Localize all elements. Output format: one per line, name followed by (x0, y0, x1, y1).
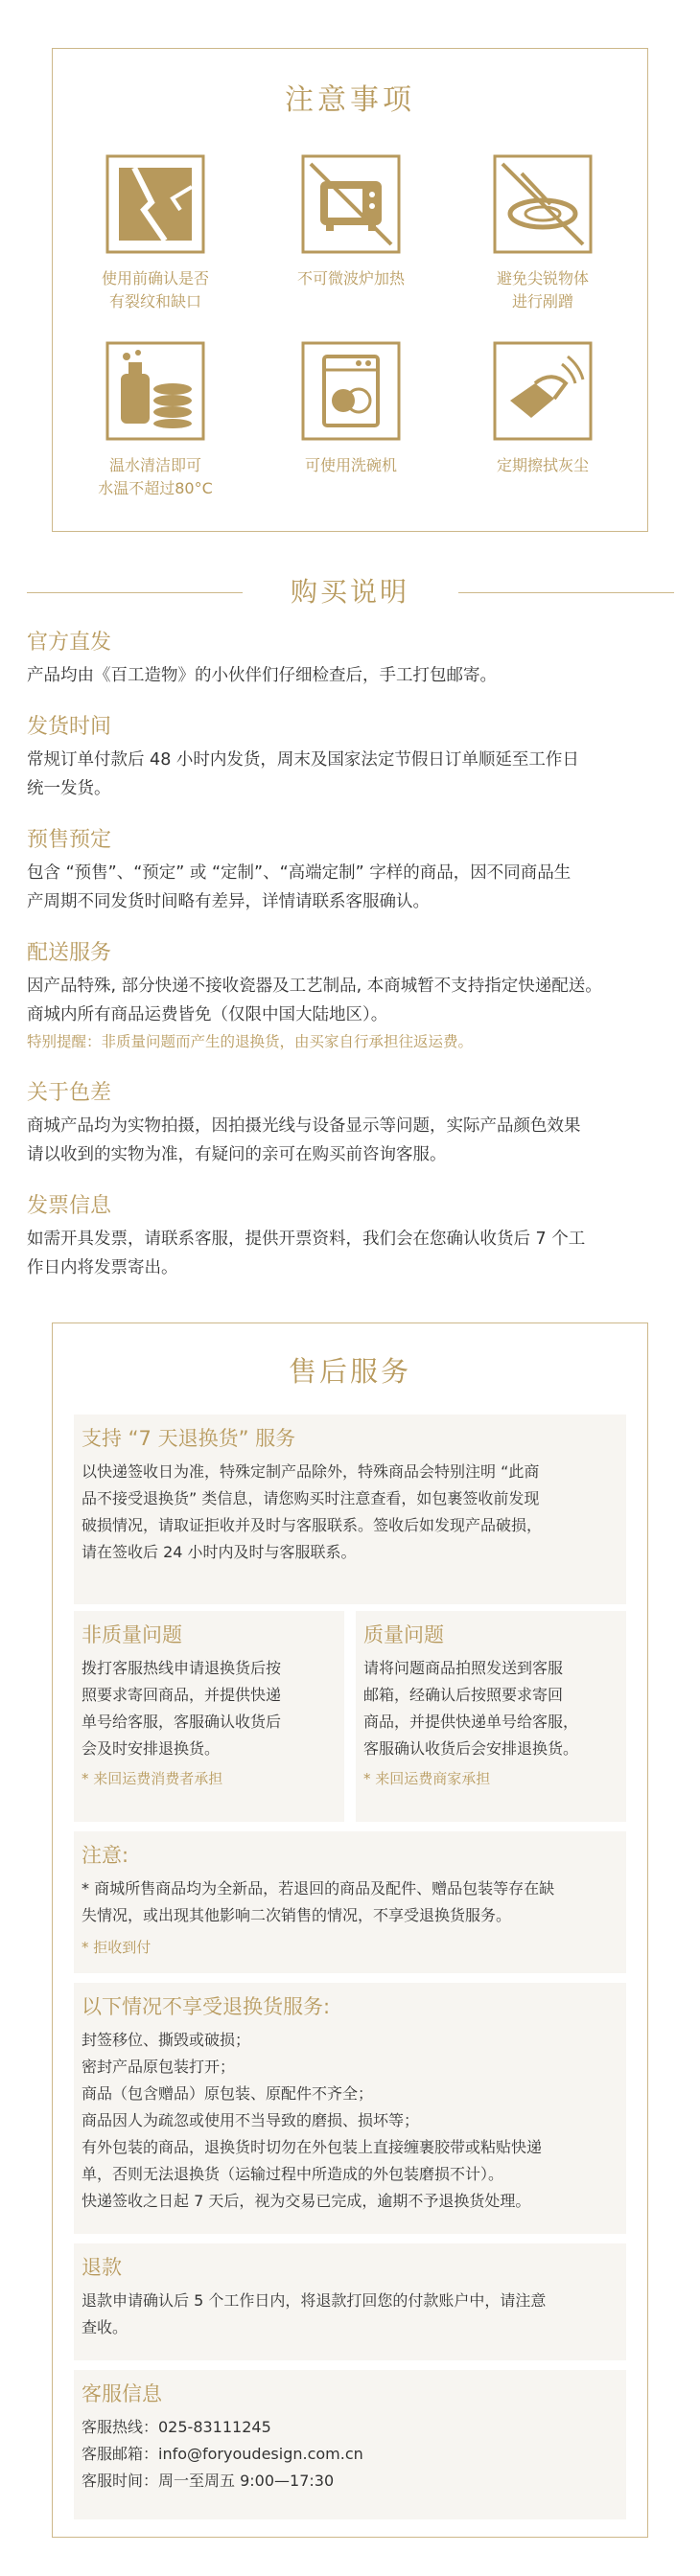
section-heading: 关于色差 (27, 1081, 112, 1105)
contact-email[interactable]: 客服邮箱：info@foryoudesign.com.cn (82, 2445, 363, 2463)
notice-caption: 使用前确认是否 (101, 269, 209, 288)
notice-item-microwave (260, 154, 442, 290)
refund-card (74, 2243, 626, 2360)
section-text: 因产品特殊, 部分快递不接收瓷器及工艺制品, 本商城暂不支持指定快递配送。 商城内所有商品运费皆免（仅限中国大陆地区）。 (27, 977, 602, 1024)
notice-item-wipe (452, 341, 634, 477)
after-sales-box (52, 1322, 648, 2538)
quality-heading: 质量问题 (363, 1623, 444, 1646)
attention-card (74, 1831, 626, 1973)
notice-caption: 不可微波炉加热 (296, 269, 405, 288)
quality-card (356, 1611, 626, 1822)
contact-card (74, 2370, 626, 2519)
contact-hotline[interactable]: 客服热线：025-83111245 (82, 2418, 271, 2436)
no-sharp-scratch-icon (493, 154, 593, 254)
notice-caption: 进行剐蹭 (511, 292, 573, 310)
non-quality-card (74, 1611, 344, 1822)
notice-caption: 定期擦拭灰尘 (496, 456, 589, 474)
purchase-header (0, 573, 700, 611)
excluded-card (74, 1983, 626, 2234)
notice-caption: 温水清洁即可 (108, 456, 201, 474)
shipping-warning: 特别提醒：非质量问题而产生的退换货，由买家自行承担往返运费。 (27, 1033, 474, 1050)
notice-item-dishwasher (260, 341, 442, 477)
attention-note: * 拒收到付 (82, 1939, 152, 1956)
notice-caption: 避免尖锐物体 (496, 269, 589, 288)
notice-item-cracked (64, 154, 246, 313)
section-text: 产品均由《百工造物》的小伙伴们仔细检查后，手工打包邮寄。 (27, 666, 497, 685)
dishwasher-safe-icon (301, 341, 401, 441)
no-microwave-icon (301, 154, 401, 254)
section-text: 包含 “预售”、“预定” 或 “定制”、“高端定制” 字样的商品，因不同商品生 产周期不同发货时间略有差异，详情请联系客服确认。 (27, 863, 572, 911)
notice-title: 注意事项 (285, 83, 415, 117)
seven-day-card (74, 1414, 626, 1604)
section-text: 常规订单付款后 48 小时内发货，周末及国家法定节假日订单顺延至工作日 统一发货。 (27, 750, 579, 798)
refund-text: 退款申请确认后 5 个工作日内，将退款打回您的付款账户中，请注意 查收。 (82, 2291, 547, 2336)
seven-day-heading: 支持 “7 天退换货” 服务 (82, 1427, 296, 1450)
notice-item-sharp (452, 154, 634, 313)
seven-day-text: 以快递签收日为准，特殊定制产品除外，特殊商品会特别注明 “此商 品不接受退换货” 类信息，请您购买时注意查看，如包裹签收前发现 破损情况，请取证拒收并及时与客服联系。签收后如发现产品破损， 请在签收后 24 小时内及时与客服联系。 (82, 1462, 543, 1561)
notice-caption: 可使用洗碗机 (304, 456, 397, 474)
section-heading: 官方直发 (27, 631, 112, 655)
non-quality-text: 拨打客服热线申请退换货后按 照要求寄回商品，并提供快递 单号给客服，客服确认收货后 会及时安排退换货。 (82, 1659, 282, 1758)
excluded-text: 封签移位、撕毁或破损； 密封产品原包装打开； 商品（包含赠品）原包装、原配件不齐全； 商品因人为疏忽或使用不当导致的磨损、损坏等； 有外包装的商品，退换货时切勿在外包装上直接缠裹胶带或粘贴快递 单，否则无法退换货（运输过程中所造成的外包装磨损不计）。 快递签收之日起 7 天后，视为交易已完成，逾期不予退换货处理。 (82, 2031, 543, 2210)
notice-caption: 水温不超过80°C (98, 479, 213, 497)
refund-heading: 退款 (82, 2256, 122, 2279)
cracked-cup-icon (105, 154, 205, 254)
section-heading: 配送服务 (27, 941, 112, 965)
quality-text: 请将问题商品拍照发送到客服 邮箱，经确认后按照要求寄回 商品，并提供快递单号给客服， 客服确认收货后会安排退换货。 (363, 1659, 579, 1758)
attention-text: * 商城所售商品均为全新品，若退回的商品及配件、赠品包装等存在缺 失情况，或出现其他影响二次销售的情况，不享受退换货服务。 (82, 1879, 555, 1924)
warm-water-wash-icon (105, 341, 205, 441)
contact-heading: 客服信息 (82, 2382, 162, 2405)
section-text: 商城产品均为实物拍摄，因拍摄光线与设备显示等问题，实际产品颜色效果 请以收到的实物为准，有疑问的亲可在购买前咨询客服。 (27, 1116, 581, 1164)
non-quality-note: * 来回运费消费者承担 (82, 1770, 223, 1787)
notice-item-warm-water (64, 341, 246, 500)
contact-hours: 客服时间：周一至周五 9:00—17:30 (82, 2472, 335, 2490)
after-sales-title: 售后服务 (288, 1355, 411, 1388)
wipe-dust-icon (493, 341, 593, 441)
purchase-title: 购买说明 (290, 576, 409, 608)
quality-note: * 来回运费商家承担 (363, 1770, 491, 1787)
section-heading: 预售预定 (27, 828, 112, 852)
section-heading: 发票信息 (27, 1194, 112, 1218)
notice-caption: 有裂纹和缺口 (108, 292, 201, 310)
contact-text (82, 2414, 623, 2495)
section-text: 如需开具发票，请联系客服，提供开票资料，我们会在您确认收货后 7 个工 作日内将发票寄出。 (27, 1230, 586, 1277)
notice-box (52, 48, 648, 532)
excluded-heading: 以下情况不享受退换货服务: (82, 1995, 331, 2018)
non-quality-heading: 非质量问题 (82, 1623, 182, 1646)
attention-heading: 注意: (82, 1844, 129, 1867)
section-heading: 发货时间 (27, 715, 112, 739)
